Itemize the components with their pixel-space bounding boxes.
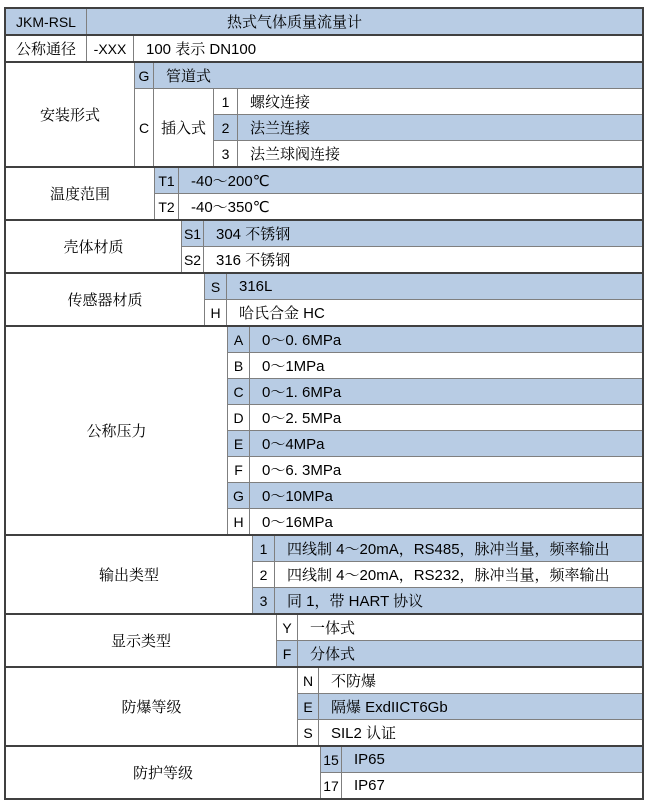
section-label: 显示类型 bbox=[6, 615, 277, 666]
section-rows bbox=[277, 615, 642, 666]
spec-section-nominal-diameter bbox=[6, 34, 642, 61]
option-code: 15 bbox=[321, 747, 342, 772]
table-row bbox=[214, 114, 642, 140]
spec-section-housing-material bbox=[6, 219, 642, 272]
section-rows bbox=[155, 168, 642, 219]
option-desc: 分体式 bbox=[310, 646, 356, 663]
option-code: 3 bbox=[253, 588, 275, 613]
option-desc: 100 表示 DN100 bbox=[146, 41, 257, 58]
option-code: 2 bbox=[253, 562, 275, 587]
option-code: G bbox=[135, 63, 154, 88]
option-code: 3 bbox=[214, 141, 238, 166]
spec-section-output-type bbox=[6, 534, 642, 613]
option-code: H bbox=[228, 509, 250, 534]
table-row bbox=[253, 587, 642, 613]
table-row bbox=[321, 747, 642, 772]
table-row bbox=[228, 378, 642, 404]
option-code: F bbox=[228, 457, 250, 482]
section-label: 壳体材质 bbox=[6, 221, 182, 272]
option-desc: -40～200℃ bbox=[191, 173, 270, 190]
option-code: Y bbox=[277, 615, 298, 640]
section-rows bbox=[298, 668, 642, 745]
table-row bbox=[228, 327, 642, 352]
option-desc: 四线制 4～20mA，RS485，脉冲当量，频率输出 bbox=[287, 541, 610, 558]
group-label: 插入式 bbox=[154, 89, 214, 166]
section-label: 温度范围 bbox=[6, 168, 155, 219]
option-desc: IP65 bbox=[354, 751, 385, 768]
table-row bbox=[205, 274, 642, 299]
option-desc: 隔爆 ExdIICT6Gb bbox=[331, 699, 448, 716]
option-code: 1 bbox=[253, 536, 275, 561]
option-code: A bbox=[228, 327, 250, 352]
table-row bbox=[277, 615, 642, 640]
spec-section-display-type bbox=[6, 613, 642, 666]
table-row bbox=[205, 299, 642, 325]
option-code: D bbox=[228, 405, 250, 430]
option-desc: 316L bbox=[239, 278, 273, 295]
spec-section-installation-type bbox=[6, 61, 642, 166]
option-code: N bbox=[298, 668, 319, 693]
table-row bbox=[298, 693, 642, 719]
spec-section-temperature-range bbox=[6, 166, 642, 219]
option-code: B bbox=[228, 353, 250, 378]
section-label: 防爆等级 bbox=[6, 668, 298, 745]
section-rows bbox=[205, 274, 642, 325]
section-label: 防护等级 bbox=[6, 747, 321, 798]
spec-section-nominal-pressure bbox=[6, 325, 642, 534]
spec-section-sensor-material bbox=[6, 272, 642, 325]
option-desc: IP67 bbox=[354, 777, 385, 794]
spec-table bbox=[4, 7, 644, 800]
option-desc: 0～1. 6MPa bbox=[262, 384, 342, 401]
model-code: JKM-RSL bbox=[6, 9, 87, 34]
option-desc: 螺纹连接 bbox=[250, 94, 311, 111]
option-code: S2 bbox=[182, 247, 204, 272]
table-row bbox=[228, 352, 642, 378]
section-rows bbox=[228, 327, 642, 534]
table-row bbox=[298, 719, 642, 745]
option-desc: 0～0. 6MPa bbox=[262, 332, 342, 349]
section-label: 公称压力 bbox=[6, 327, 228, 534]
option-code: E bbox=[298, 694, 319, 719]
group-code: C bbox=[135, 89, 154, 166]
table-row bbox=[182, 221, 642, 246]
section-label: 公称通径 bbox=[6, 36, 87, 61]
option-code: 17 bbox=[321, 773, 342, 798]
option-code: T2 bbox=[155, 194, 179, 219]
section-rows bbox=[253, 536, 642, 613]
table-row bbox=[155, 168, 642, 193]
table-row bbox=[277, 640, 642, 666]
table-row bbox=[253, 536, 642, 561]
option-desc: 316 不锈钢 bbox=[216, 252, 291, 269]
section-label: 传感器材质 bbox=[6, 274, 205, 325]
option-desc: 同 1，带 HART 协议 bbox=[287, 593, 424, 610]
table-row bbox=[228, 430, 642, 456]
section-label: 输出类型 bbox=[6, 536, 253, 613]
option-desc: 0～16MPa bbox=[262, 514, 333, 531]
table-row bbox=[228, 456, 642, 482]
option-code: -XXX bbox=[87, 36, 134, 61]
option-desc: 管道式 bbox=[166, 68, 212, 85]
table-row bbox=[253, 561, 642, 587]
section-label: 安装形式 bbox=[6, 63, 135, 166]
option-desc: 0～4MPa bbox=[262, 436, 325, 453]
option-desc: 0～1MPa bbox=[262, 358, 325, 375]
spec-section-explosion-proof-grade bbox=[6, 666, 642, 745]
table-row bbox=[228, 482, 642, 508]
group-subrows bbox=[214, 89, 642, 166]
option-code: S bbox=[205, 274, 227, 299]
table-row bbox=[214, 89, 642, 114]
option-desc: 四线制 4～20mA，RS232，脉冲当量，频率输出 bbox=[287, 567, 610, 584]
option-desc: -40～350℃ bbox=[191, 199, 270, 216]
section-rows bbox=[135, 63, 642, 166]
option-code: F bbox=[277, 641, 298, 666]
table-row bbox=[155, 193, 642, 219]
option-desc: 0～6. 3MPa bbox=[262, 462, 342, 479]
option-group-row bbox=[135, 88, 642, 166]
option-code: T1 bbox=[155, 168, 179, 193]
option-desc: 法兰球阀连接 bbox=[250, 146, 341, 163]
table-row bbox=[321, 772, 642, 798]
option-code: S bbox=[298, 720, 319, 745]
option-desc: 304 不锈钢 bbox=[216, 226, 291, 243]
option-code: H bbox=[205, 300, 227, 325]
table-header-row bbox=[6, 9, 642, 34]
section-rows bbox=[182, 221, 642, 272]
option-desc: SIL2 认证 bbox=[331, 725, 397, 742]
option-desc: 0～2. 5MPa bbox=[262, 410, 342, 427]
option-code: E bbox=[228, 431, 250, 456]
option-desc: 法兰连接 bbox=[250, 120, 311, 137]
table-row bbox=[214, 140, 642, 166]
table-row bbox=[182, 246, 642, 272]
table-row bbox=[135, 63, 642, 88]
section-rows bbox=[321, 747, 642, 798]
option-code: G bbox=[228, 483, 250, 508]
table-row bbox=[228, 508, 642, 534]
option-desc: 一体式 bbox=[310, 620, 356, 637]
option-desc: 0～10MPa bbox=[262, 488, 333, 505]
option-code: 2 bbox=[214, 115, 238, 140]
table-title: 热式气体质量流量计 bbox=[226, 14, 362, 31]
table-row bbox=[87, 36, 642, 61]
table-row bbox=[228, 404, 642, 430]
section-rows bbox=[87, 36, 642, 61]
table-row bbox=[298, 668, 642, 693]
option-desc: 不防爆 bbox=[331, 673, 377, 690]
spec-section-protection-grade bbox=[6, 745, 642, 798]
option-code: 1 bbox=[214, 89, 238, 114]
option-code: C bbox=[228, 379, 250, 404]
option-desc: 哈氏合金 HC bbox=[239, 305, 325, 322]
option-code: S1 bbox=[182, 221, 204, 246]
